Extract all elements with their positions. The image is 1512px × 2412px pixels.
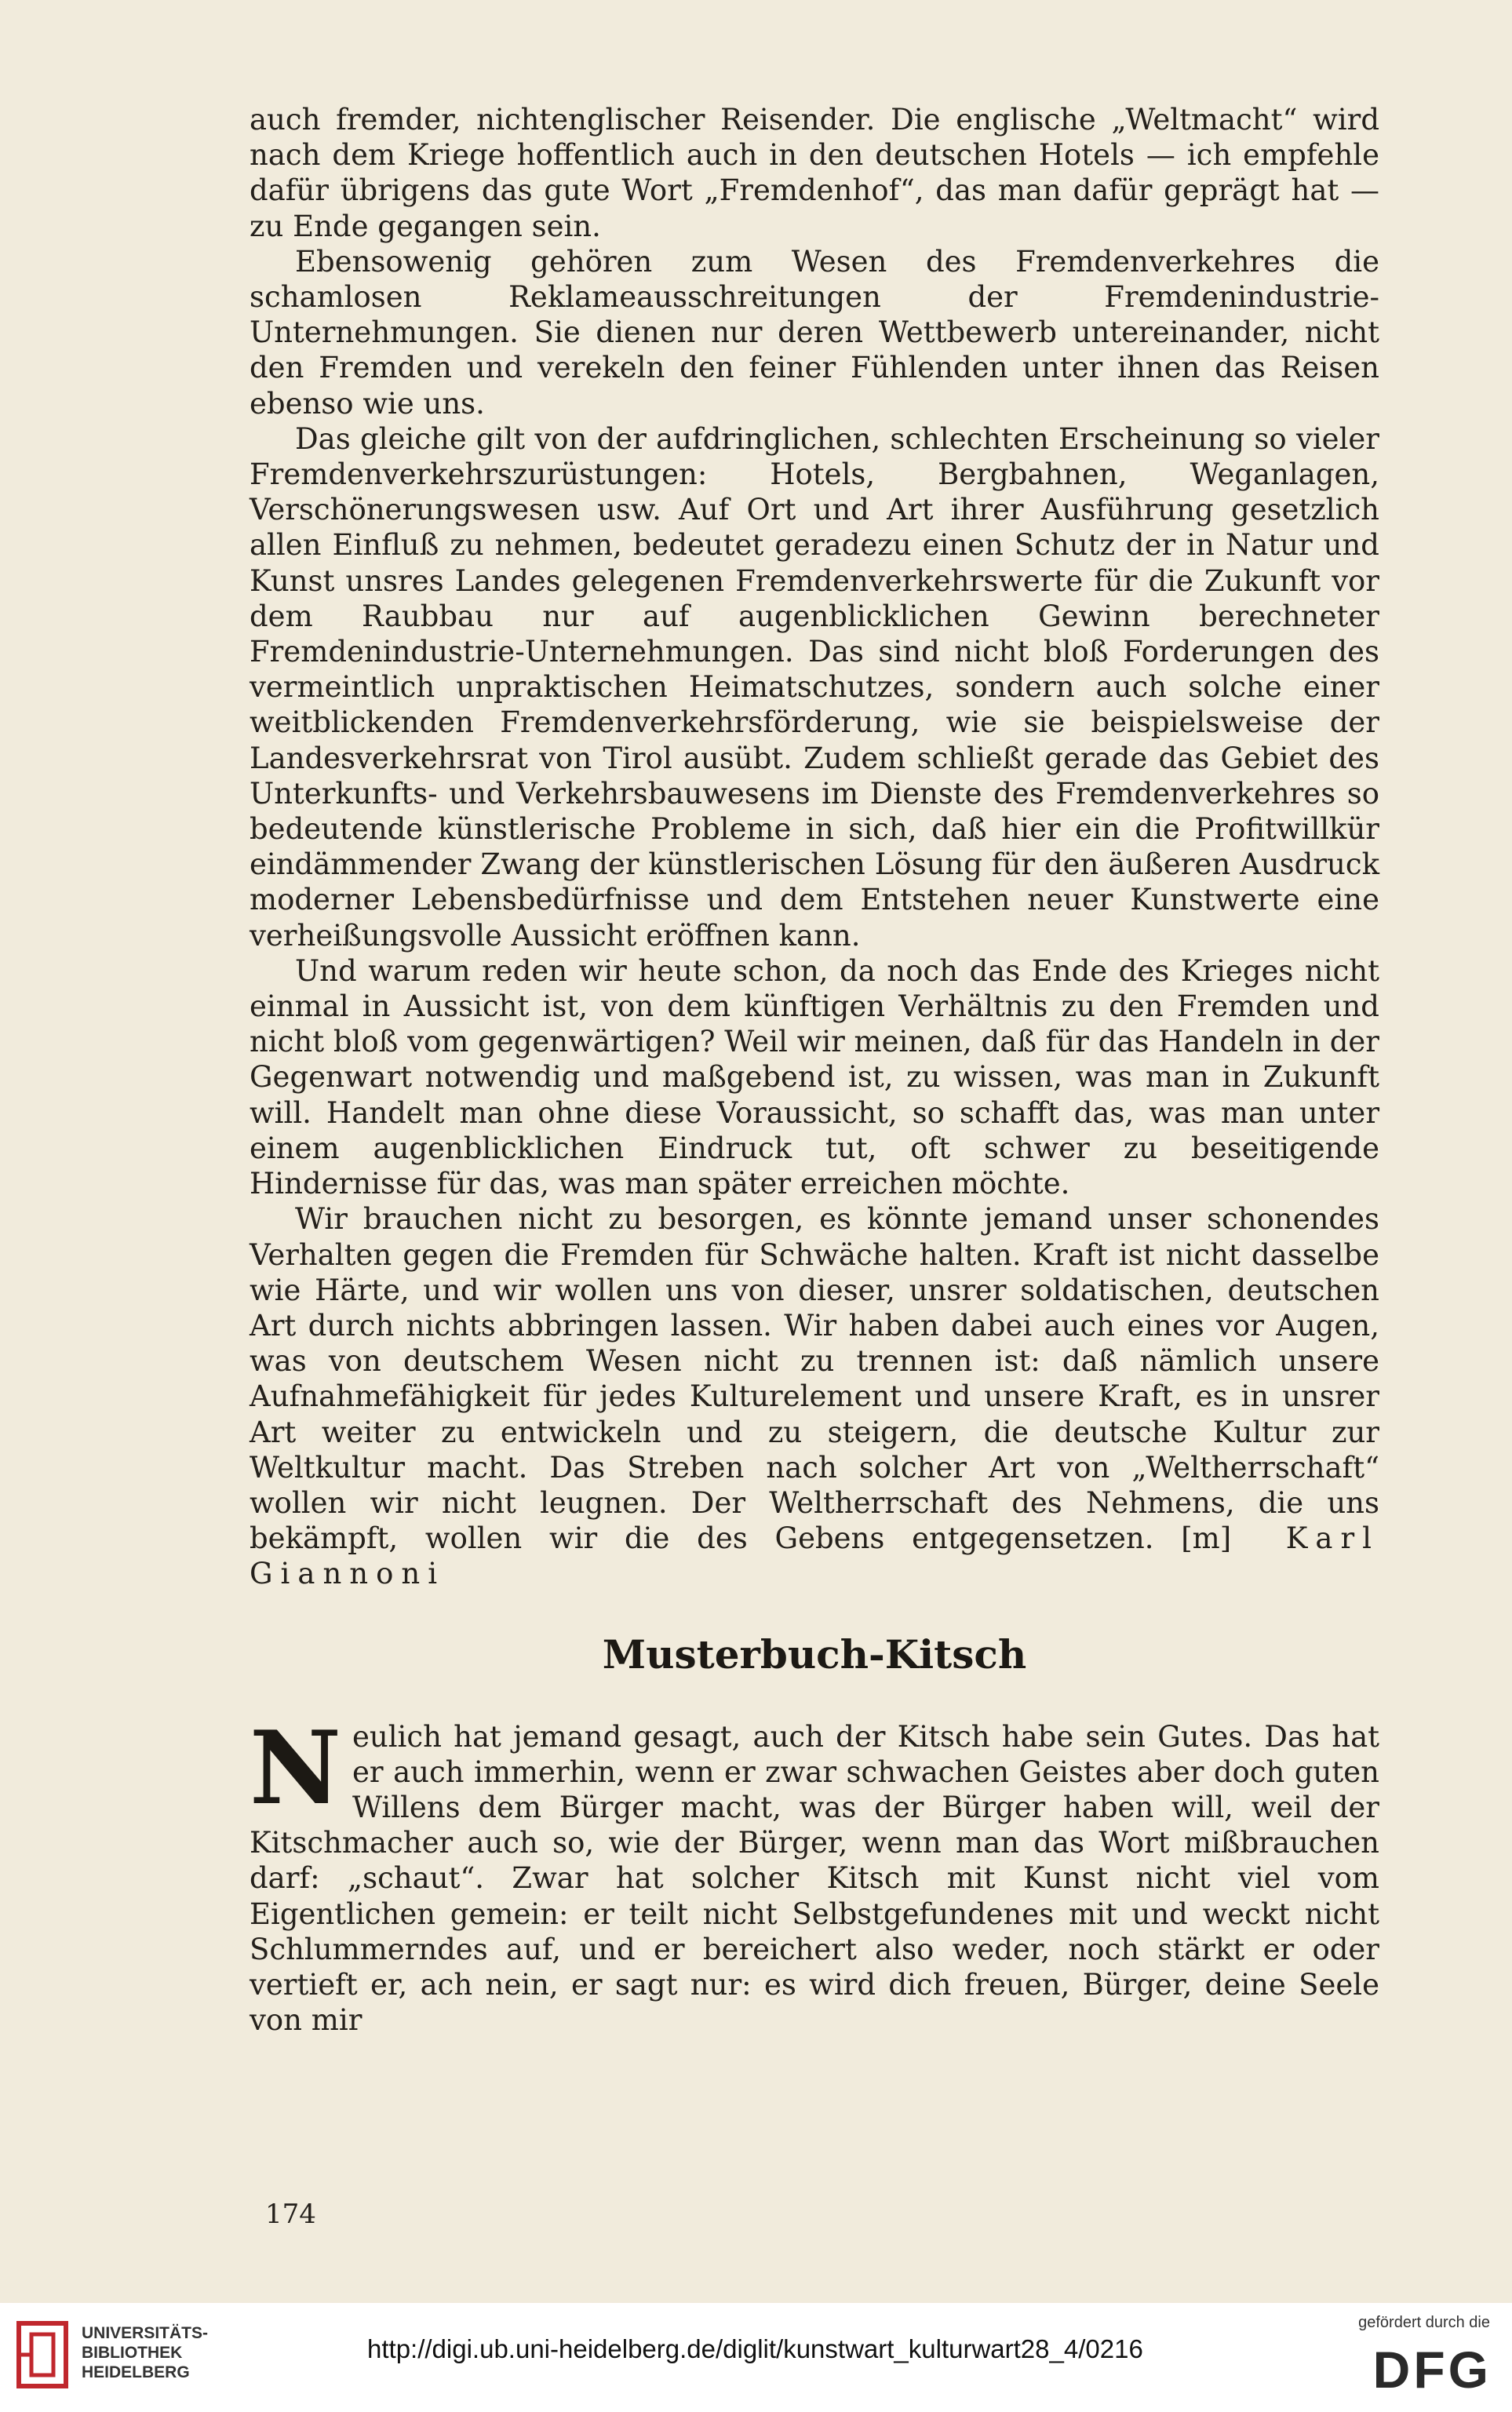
paragraph: auch fremder, nichtenglischer Reisender. Die englische „Weltmacht“ wird nach dem Kriege hoffentlich auch in den deutschen Hotels — ich empfehle dafür übrigens das gute Wort „Fremdenhof“, das man dafür geprägt hat — zu Ende gegangen sein. [250,103,1379,243]
page-number: 174 [265,2199,316,2230]
library-name-line: BIBLIOTHEK [82,2344,183,2362]
paragraph-with-signature [250,1201,1379,1591]
paragraph: eulich hat jemand gesagt, auch der Kitsch habe sein Gutes. Das hat er auch immerhin, wenn er zwar schwachen Geistes aber doch guten Willens dem Bürger macht, was der Bürger haben will, weil der Kitschmacher auch so, wie der Bürger, wenn man das Wort mißbrauchen darf: „schaut“. Zwar hat solcher Kitsch mit Kunst nicht viel vom Eigentlichen gemein: er teilt nicht Selbstgefundenes mit und weckt nicht Schlummerndes auf, und er bereichert also weder, noch stärkt er oder vertieft er, ach nein, er sagt nur: es wird dich freuen, Bürger, deine Seele von mir [250,1719,1379,2038]
drop-cap: N [250,1709,341,1827]
paragraph: Ebensowenig gehören zum Wesen des Fremdenverkehres die schamlosen Reklameausschreitungen der Fremdenindustrie-Unternehmungen. Sie dienen nur deren Wettbewerb untereinander, nicht den Fremden und verekeln den feiner Fühlenden unter ihnen das Reisen ebenso wie uns. [250,244,1379,421]
library-name [82,2323,208,2382]
paragraph: Das gleiche gilt von der aufdringlichen, schlechten Erscheinung so vieler Fremdenverkehrszurüstungen: Hotels, Bergbahnen, Weganlagen, Verschönerungswesen usw. Auf Ort und Art ihrer Ausführung gesetzlich allen Einfluß zu nehmen, bedeutet geradezu einen Schutz der in Natur und Kunst unsres Landes gelegenen Fremdenverkehrswerte für die Zukunft vor dem Raubbau nur auf augenblicklichen Gewinn berechneter Fremdenindustrie-Unternehmungen. Das sind nicht bloß Forderungen des vermeintlich unpraktischen Heimatschutzes, sondern auch solche einer weitblickenden Fremdenverkehrsförderung, wie sie beispielsweise der Landesverkehrsrat von Tirol ausübt. Zudem schließt gerade das Gebiet des Unterkunfts- und Verkehrsbauwesens im Dienste des Fremdenverkehres so bedeutende künstlerische Probleme in sich, daß hier ein die Profitwillkür eindämmender Zwang der künstlerischen Lösung für den äußeren Ausdruck moderner Lebensbedürfnisse und dem Entstehen neuer Kunstwerte eine verheißungsvolle Aussicht eröffnen kann. [250,421,1379,953]
source-url-link[interactable]: http://digi.ub.uni-heidelberg.de/diglit/kunstwart_kulturwart28_4/0216 [367,2334,1143,2363]
article-title: Musterbuch-Kitsch [602,1630,1027,1678]
dfg-logo: DFG [1372,2341,1492,2399]
paragraph: Und warum reden wir heute schon, da noch das Ende des Krieges nicht einmal in Aussicht ist, von dem künftigen Verhältnis zu den Fremden und nicht bloß vom gegenwärtigen? Weil wir meinen, daß für das Handeln in der Gegenwart notwendig und maßgebend ist, zu wissen, was man in Zukunft will. Handelt man ohne diese Voraussicht, so schafft das, was man unter einem augenblicklichen Eindruck tut, oft schwer zu beseitigende Hindernisse für das, was man später erreichen möchte. [250,953,1379,1201]
library-name-line: UNIVERSITÄTS- [82,2324,209,2342]
library-name-line: HEIDELBERG [82,2363,190,2381]
funding-note: gefördert durch die [1358,2314,1490,2331]
paragraph-with-dropcap [250,1709,1379,2039]
footer-bar [0,2303,1512,2412]
author-signature: Karl Giannoni [250,1521,1379,1591]
university-library-logo-icon [16,2320,69,2389]
paragraph: Wir brauchen nicht zu besorgen, es könnte jemand unser schonendes Verhalten gegen die Fremden für Schwäche halten. Kraft ist nicht dasselbe wie Härte, und wir wollen uns von dieser, unsrer soldatischen, deutschen Art durch nichts abbringen lassen. Wir haben dabei auch eines vor Augen, was von deutschem Wesen nicht zu trennen ist: daß nämlich unsere Aufnahmefähigkeit für jedes Kulturelement und unsere Kraft, es in unsrer Art weiter zu entwickeln und zu steigern, die deutsche Kultur zur Weltkultur macht. Das Streben nach solcher Art von „Weltherrschaft“ wollen wir nicht leugnen. Der Weltherrschaft des Nehmens, die uns bekämpft, wollen wir die des Gebens entgegensetzen. [m] [250,1202,1379,1556]
page-body [250,102,1379,2038]
